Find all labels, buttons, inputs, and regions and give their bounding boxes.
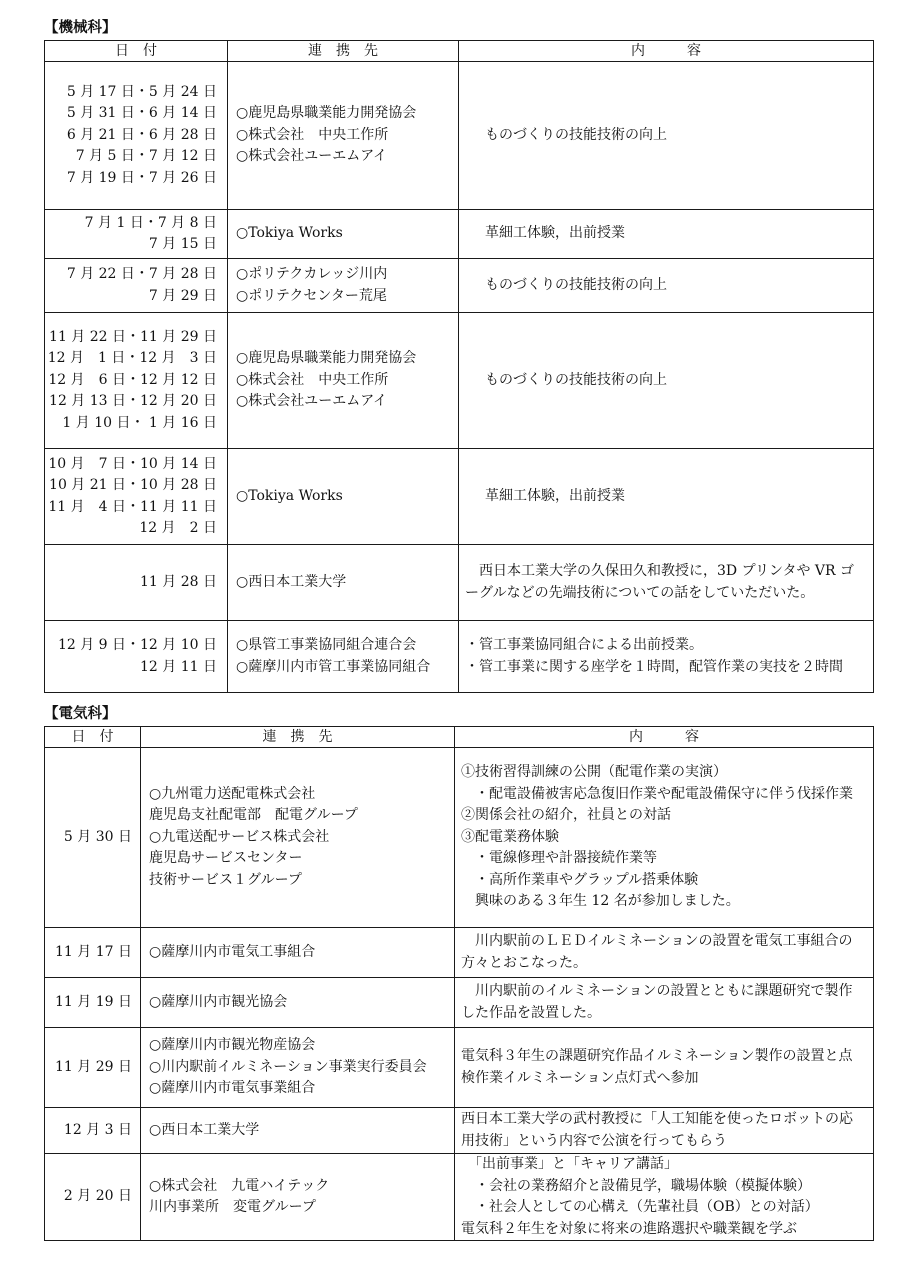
date-cell-line: 12 月 1 日・12 月 3 日 bbox=[47, 350, 217, 367]
partner-cell bbox=[141, 1028, 455, 1108]
partner-cell-line: ○Tokiya Works bbox=[236, 225, 343, 242]
partner-cell bbox=[141, 928, 455, 978]
content-cell bbox=[455, 748, 874, 928]
date-cell: 12 月 3 日 bbox=[45, 1108, 141, 1154]
table-row bbox=[45, 313, 874, 449]
date-cell bbox=[45, 313, 228, 449]
content-cell-line: ③配電業務体験 bbox=[461, 828, 559, 845]
date-cell bbox=[45, 545, 228, 621]
date-cell-line: 6 月 21 日・6 月 28 日 bbox=[66, 126, 217, 143]
date-cell bbox=[45, 449, 228, 545]
content-cell-line: ・管工事業協同組合による出前授業。 bbox=[465, 637, 703, 653]
content-cell-line: 「出前事業」と「キャリア講話」 bbox=[461, 1156, 678, 1172]
date-cell-line: 7 月 5 日・7 月 12 日 bbox=[75, 148, 217, 165]
date-cell-line: 1 月 10 日・ 1 月 16 日 bbox=[62, 414, 217, 431]
table-row bbox=[45, 210, 874, 259]
table-row bbox=[45, 1108, 874, 1154]
partner-cell-line: 鹿児島サービスセンター bbox=[149, 850, 303, 867]
partner-cell-line: ○九電送配サービス株式会社 bbox=[149, 828, 330, 845]
table-row bbox=[45, 1154, 874, 1241]
content-cell-line: ものづくりの技能技術の向上 bbox=[485, 371, 667, 388]
elec-header-row bbox=[45, 727, 874, 748]
partner-cell-line: ○九州電力送配電株式会社 bbox=[149, 785, 316, 802]
content-cell-line: ・管工事業に関する座学を１時間，配管作業の実技を２時間 bbox=[465, 658, 843, 675]
date-cell-line: 7 月 29 日 bbox=[148, 287, 217, 304]
date-cell-line: 12 月 13 日・12 月 20 日 bbox=[49, 393, 217, 410]
content-cell-line: ものづくりの技能技術の向上 bbox=[485, 276, 667, 293]
content-cell bbox=[455, 978, 874, 1028]
content-cell-line: 電気科２年生を対象に将来の進路選択や職業観を学ぶ bbox=[461, 1220, 797, 1237]
partner-cell bbox=[228, 210, 459, 259]
date-cell: 11 月 17 日 bbox=[45, 928, 141, 978]
partner-cell-line: ○ポリテクセンター荒尾 bbox=[236, 287, 387, 304]
content-cell bbox=[459, 621, 874, 693]
content-cell bbox=[459, 210, 874, 259]
content-cell bbox=[455, 1154, 874, 1241]
content-cell-line: ①技術習得訓練の公開（配電作業の実演） bbox=[461, 764, 727, 781]
date-cell-line: 12 月 6 日・12 月 12 日 bbox=[48, 371, 217, 388]
content-cell bbox=[455, 928, 874, 978]
content-cell bbox=[459, 545, 874, 621]
date-cell bbox=[45, 621, 228, 693]
partner-cell-line: ○川内駅前イルミネーション事業実行委員会 bbox=[149, 1058, 427, 1075]
date-cell bbox=[45, 62, 228, 210]
partner-cell-line: ○Tokiya Works bbox=[236, 487, 343, 504]
partner-cell-line: ○薩摩川内市電気事業組合 bbox=[149, 1080, 316, 1097]
elec-header-content: 内 容 bbox=[455, 727, 874, 748]
partner-cell bbox=[228, 449, 459, 545]
table-row bbox=[45, 62, 874, 210]
content-cell-line: ②関係会社の紹介，社員との対話 bbox=[461, 807, 671, 824]
partner-cell-line: 川内事業所 変電グループ bbox=[149, 1199, 316, 1215]
date-cell-line: 5 月 17 日・5 月 24 日 bbox=[66, 83, 217, 100]
table-row bbox=[45, 748, 874, 928]
content-cell-line: 興味のある３年生 12 名が参加しました。 bbox=[461, 893, 740, 910]
date-cell-line: 11 月 4 日・11 月 11 日 bbox=[48, 498, 217, 515]
content-cell bbox=[459, 62, 874, 210]
elec-section-title: 【電気科】 bbox=[44, 705, 117, 722]
partner-cell-line: ○薩摩川内市観光物産協会 bbox=[149, 1037, 316, 1054]
partner-cell-line: ○鹿児島県職業能力開発協会 bbox=[236, 350, 417, 367]
mech-header-row bbox=[45, 41, 874, 62]
partner-cell bbox=[141, 978, 455, 1028]
content-cell-line: 西日本工業大学の久保田久和教授に，3D プリンタや VR ゴーグルなどの先端技術についての話をしていただいた。 bbox=[465, 563, 855, 601]
content-cell bbox=[455, 1108, 874, 1154]
content-cell-line: ・高所作業車やグラップル搭乗体験 bbox=[461, 871, 699, 888]
mech-section-title: 【機械科】 bbox=[44, 19, 117, 36]
date-cell-line: 10 月 7 日・10 月 14 日 bbox=[48, 455, 217, 472]
content-cell-line: 電気科３年生の課題研究作品イルミネーション製作の設置と点検作業イルミネーション点灯式へ参加 bbox=[461, 1048, 853, 1086]
content-cell-line: ものづくりの技能技術の向上 bbox=[485, 126, 667, 143]
partner-cell bbox=[228, 62, 459, 210]
partner-cell-line: ○薩摩川内市電気工事組合 bbox=[149, 943, 316, 960]
partner-cell-line: ○西日本工業大学 bbox=[236, 573, 347, 590]
table-row bbox=[45, 1028, 874, 1108]
partner-cell bbox=[228, 313, 459, 449]
elec-header-partner: 連 携 先 bbox=[141, 727, 455, 748]
content-cell-line: ・社会人としての心構え（先輩社員（OB）との対話） bbox=[461, 1199, 819, 1215]
partner-cell-line: 技術サービス１グループ bbox=[149, 871, 302, 888]
partner-cell-line: ○県管工事業協同組合連合会 bbox=[236, 637, 417, 653]
partner-cell-line: ○ポリテクカレッジ川内 bbox=[236, 266, 388, 282]
table-row bbox=[45, 259, 874, 313]
date-cell-line: 10 月 21 日・10 月 28 日 bbox=[49, 477, 217, 493]
table-row bbox=[45, 928, 874, 978]
table-row bbox=[45, 978, 874, 1028]
mech-header-date: 日 付 bbox=[45, 41, 228, 62]
content-cell-line: 革細工体験，出前授業 bbox=[485, 225, 625, 242]
partner-cell bbox=[228, 545, 459, 621]
elec-header-date: 日 付 bbox=[45, 727, 141, 748]
date-cell-line: 7 月 19 日・7 月 26 日 bbox=[66, 169, 217, 186]
mech-header-partner: 連 携 先 bbox=[228, 41, 459, 62]
partner-cell-line: ○薩摩川内市観光協会 bbox=[149, 993, 288, 1010]
date-cell-line: 12 月 11 日 bbox=[140, 658, 217, 675]
content-cell-line: 革細工体験，出前授業 bbox=[485, 487, 625, 504]
table-row bbox=[45, 545, 874, 621]
content-cell bbox=[459, 449, 874, 545]
date-cell-line: 5 月 31 日・6 月 14 日 bbox=[66, 105, 217, 122]
partner-cell-line: ○薩摩川内市管工事業協同組合 bbox=[236, 658, 431, 675]
partner-cell-line: ○西日本工業大学 bbox=[149, 1121, 260, 1138]
date-cell-line: 12 月 2 日 bbox=[139, 520, 217, 536]
date-cell-line: 7 月 22 日・7 月 28 日 bbox=[66, 266, 217, 282]
content-cell-line: 川内駅前のイルミネーションの設置とともに課題研究で製作した作品を設置した。 bbox=[461, 983, 853, 1021]
date-cell-line: 7 月 15 日 bbox=[148, 236, 217, 252]
partner-cell-line: 鹿児島支社配電部 配電グループ bbox=[149, 807, 358, 824]
content-cell-line: ・配電設備被害応急復旧作業や配電設備保守に伴う伐採作業 bbox=[461, 785, 853, 802]
partner-cell bbox=[141, 1108, 455, 1154]
content-cell bbox=[459, 313, 874, 449]
date-cell-line: 12 月 9 日・12 月 10 日 bbox=[57, 637, 217, 653]
table-row bbox=[45, 621, 874, 693]
date-cell: 5 月 30 日 bbox=[45, 748, 141, 928]
partner-cell-line: ○株式会社ユーエムアイ bbox=[236, 393, 387, 410]
date-cell-line: 11 月 22 日・11 月 29 日 bbox=[49, 328, 217, 345]
date-cell: 11 月 19 日 bbox=[45, 978, 141, 1028]
partner-cell-line: ○株式会社 九電ハイテック bbox=[149, 1177, 330, 1194]
mech-table bbox=[44, 40, 874, 693]
table-row bbox=[45, 449, 874, 545]
date-cell-line: 11 月 28 日 bbox=[140, 573, 217, 590]
content-cell bbox=[459, 259, 874, 313]
mech-header-content: 内 容 bbox=[459, 41, 874, 62]
content-cell-line: ・会社の業務紹介と設備見学，職場体験（模擬体験） bbox=[461, 1177, 811, 1194]
content-cell bbox=[455, 1028, 874, 1108]
date-cell: 2 月 20 日 bbox=[45, 1154, 141, 1241]
partner-cell-line: ○株式会社 中央工作所 bbox=[236, 126, 389, 143]
partner-cell bbox=[141, 748, 455, 928]
partner-cell-line: ○株式会社ユーエムアイ bbox=[236, 148, 387, 165]
partner-cell bbox=[141, 1154, 455, 1241]
partner-cell-line: ○鹿児島県職業能力開発協会 bbox=[236, 105, 417, 122]
date-cell bbox=[45, 259, 228, 313]
date-cell-line: 7 月 1 日・7 月 8 日 bbox=[84, 214, 217, 231]
partner-cell bbox=[228, 621, 459, 693]
date-cell: 11 月 29 日 bbox=[45, 1028, 141, 1108]
partner-cell-line: ○株式会社 中央工作所 bbox=[236, 371, 389, 388]
partner-cell bbox=[228, 259, 459, 313]
content-cell-line: 西日本工業大学の武村教授に「人工知能を使ったロボットの応用技術」という内容で公演を行ってもらう bbox=[461, 1111, 853, 1149]
content-cell-line: 川内駅前のＬＥＤイルミネーションの設置を電気工事組合の方々とおこなった。 bbox=[461, 933, 853, 971]
date-cell bbox=[45, 210, 228, 259]
elec-table bbox=[44, 726, 874, 1241]
content-cell-line: ・電線修理や計器接続作業等 bbox=[461, 850, 657, 867]
